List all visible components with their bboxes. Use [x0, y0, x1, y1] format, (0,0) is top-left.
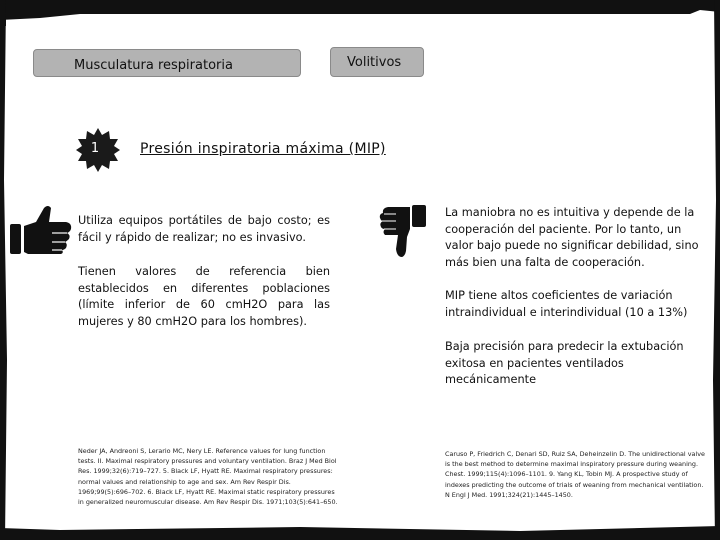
references-right: Caruso P, Friedrich C, Denari SD, Ruiz SA, Deheinzelin D. The unidirectional valve is the best method to determine maximal inspiratory pressure during weaning. Chest. 1999;115(4):1096–1101. 9. Yang KL, Tobin MJ. A prospective study of indexes predicting the outcome of trials of weaning from mechanical ventilation. N Engl J Med. 1991;324(21):1445–1450.	[445, 450, 705, 499]
section-number: 1	[90, 141, 100, 156]
con-point-3: Baja precisión para predecir la extubación exitosa en pacientes ventilados mecánicamente	[445, 340, 684, 386]
right-frame-border	[712, 0, 720, 540]
left-frame-border	[0, 0, 8, 540]
thumbs-down-icon	[376, 203, 432, 259]
thumbs-up-icon	[8, 204, 74, 256]
references-left: Neder JA, Andreoni S, Lerario MC, Nery LE. Reference values for lung function tests. II. Maximal respiratory pressures and voluntary ventilation. Braz J Med Biol Res. 1999;32(6):719–727. 5. Black LF, Hyatt RE. Maximal respiratory pressures: normal values and relationship to age and sex. Am Rev Respir Dis. 1969;99(5):696–702. 6. Black LF, Hyatt RE. Maximal static respiratory pressures in generalized neuromuscular disease. Am Rev Respir Dis. 1971;103(5):641–650.	[78, 447, 338, 507]
category-tag-respiratory-muscles	[33, 49, 301, 77]
con-point-1: La maniobra no es intuitiva y depende de la cooperación del paciente. Por lo tanto, un valor bajo puede no significar debilidad, sino más bien una falta de cooperación.	[445, 206, 699, 269]
category-tag-label: Volitivos	[347, 55, 402, 70]
pro-point-1: Utiliza equipos portátiles de bajo costo; es fácil y rápido de realizar; no es invasivo.	[78, 214, 330, 244]
section-title: Presión inspiratoria máxima (MIP)	[140, 141, 386, 157]
bottom-frame-border	[0, 518, 720, 540]
category-tag-volitional	[330, 47, 424, 77]
pro-point-2: Tienen valores de referencia bien establecidos en diferentes poblaciones (límite inferior de 60 cmH2O para las mujeres y 80 cmH2O para los hombres).	[78, 265, 330, 328]
top-frame-border	[0, 0, 720, 26]
con-point-2: MIP tiene altos coeficientes de variación intraindividual e interindividual (10 a 13%)	[445, 289, 688, 319]
category-tag-label: Musculatura respiratoria	[74, 58, 233, 73]
